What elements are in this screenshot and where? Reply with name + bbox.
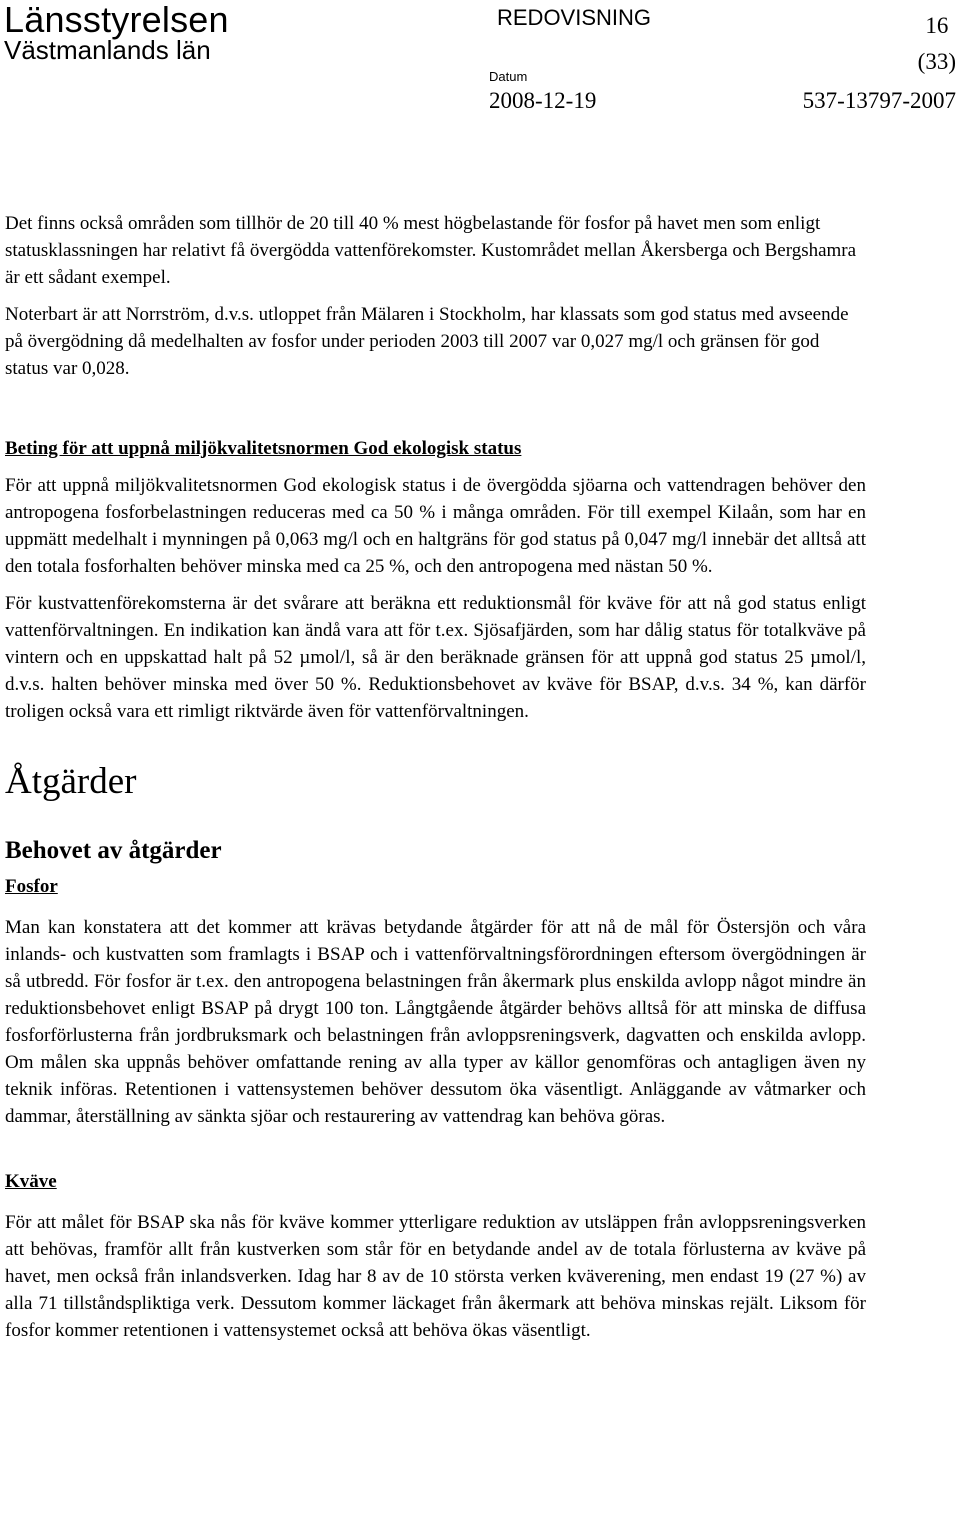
beting-paragraph-2: För kustvattenförekomsterna är det svårare att beräkna ett reduktionsmål för kväve för att nå god status enligt vattenförvaltningen. En indikation kan ändå vara att för t.ex. Sjösafjärden, som har dålig status för totalkväve på vintern och en uppskattad halt på 52 µmol/l, så är den beräknade gränsen för att uppnå god status 25 µmol/l, d.v.s. halten behöver minska med över 50 %. Reduktionsbehovet av kväve för BSAP, d.v.s. 34 %, kan därför troligen också vara ett rimligt riktvärde även för vattenförvaltningen.	[5, 593, 866, 722]
page-total: (33)	[917, 48, 956, 74]
fosfor-paragraph: Man kan konstatera att det kommer att krävas betydande åtgärder för att nå de mål för Östersjön och våra inlands- och kustvatten som framlagts i BSAP och i vattenförvaltningsförordningen eftersom övergödningen är så utbredd. För fosfor är t.ex. den antropogena belastningen från åkermark plus enskilda avlopp något mindre än reduktionsbehovet enligt BSAP på drygt 100 ton. Långtgående åtgärder behövs alltså för att minska de diffusa fosforförlusterna från jordbruksmark och belastningen från avloppsreningsverk, dagvatten och enskilda avlopp. Om målen ska uppnås behöver omfattande rening av alla typer av källor genomföras och antagligen även ny teknik införas. Retentionen i vattensystemen behöver dessutom öka väsentligt. Anläggande av våtmarker och dammar, återställning av sänkta sjöar och restaurering av vattendrag kan behöva göras.	[5, 917, 866, 1127]
section-heading-kvave: Kväve	[5, 1171, 57, 1192]
page-indicator	[918, 8, 956, 79]
page-heading-atgarder: Åtgärder	[5, 761, 137, 802]
page-number: 16	[925, 13, 949, 38]
date-label: Datum	[489, 69, 528, 84]
organization-logo	[4, 2, 229, 63]
section-heading-fosfor: Fosfor	[5, 876, 58, 897]
logo-org-sub: Västmanlands län	[4, 35, 211, 65]
subheading-behovet: Behovet av åtgärder	[5, 837, 222, 864]
date-value: 2008-12-19	[489, 88, 597, 113]
section-heading-beting: Beting för att uppnå miljökvalitetsnormen God ekologisk status	[5, 438, 522, 459]
beting-paragraph-1: För att uppnå miljökvalitetsnormen God ekologisk status i de övergödda sjöarna och vattendragen behöver den antropogena fosforbelastningen reduceras med ca 50 % i många områden. För till exempel Kilaån, som har en uppmätt medelhalt i mynningen på 0,063 mg/l och en haltgräns för god status på 0,047 mg/l innebär det alltså att den totala fosforhalten behöver minska med ca 25 %, och den antropogena med nästan 50 %.	[5, 475, 866, 577]
document-type: REDOVISNING	[497, 5, 652, 30]
intro-paragraph-1: Det finns också områden som tillhör de 20 till 40 % mest högbelastande för fosfor på havet men som enligt statusklassningen har relativt få övergödda vattenförekomster. Kustområdet mellan Åkersberga och Bergshamra är ett sådant exempel.	[5, 213, 857, 288]
logo-org-name: Länsstyrelsen	[4, 0, 229, 40]
intro-paragraph-2: Noterbart är att Norrström, d.v.s. utloppet från Mälaren i Stockholm, har klassats som god status med avseende på övergödning då medelhalten av fosfor under perioden 2003 till 2007 var 0,027 mg/l och gränsen för god status var 0,028.	[5, 304, 849, 379]
kvave-paragraph: För att målet för BSAP ska nås för kväve kommer ytterligare reduktion av utsläppen från avloppsreningsverken att behövas, framför allt från kustverken som står för en betydande andel av de totala förlusterna av kväve på havet, men också från inlandsverken. Idag har 8 av de 10 största verken kväverening, men endast 19 (27 %) av alla 71 tillståndspliktiga verk. Dessutom kommer läckaget från åkermark att behöva minskas rejält. Liksom för fosfor kommer retentionen i vattensystemet också att behöva ökas väsentligt.	[5, 1212, 866, 1341]
document-body	[5, 210, 866, 1344]
registration-number: 537-13797-2007	[802, 88, 956, 113]
